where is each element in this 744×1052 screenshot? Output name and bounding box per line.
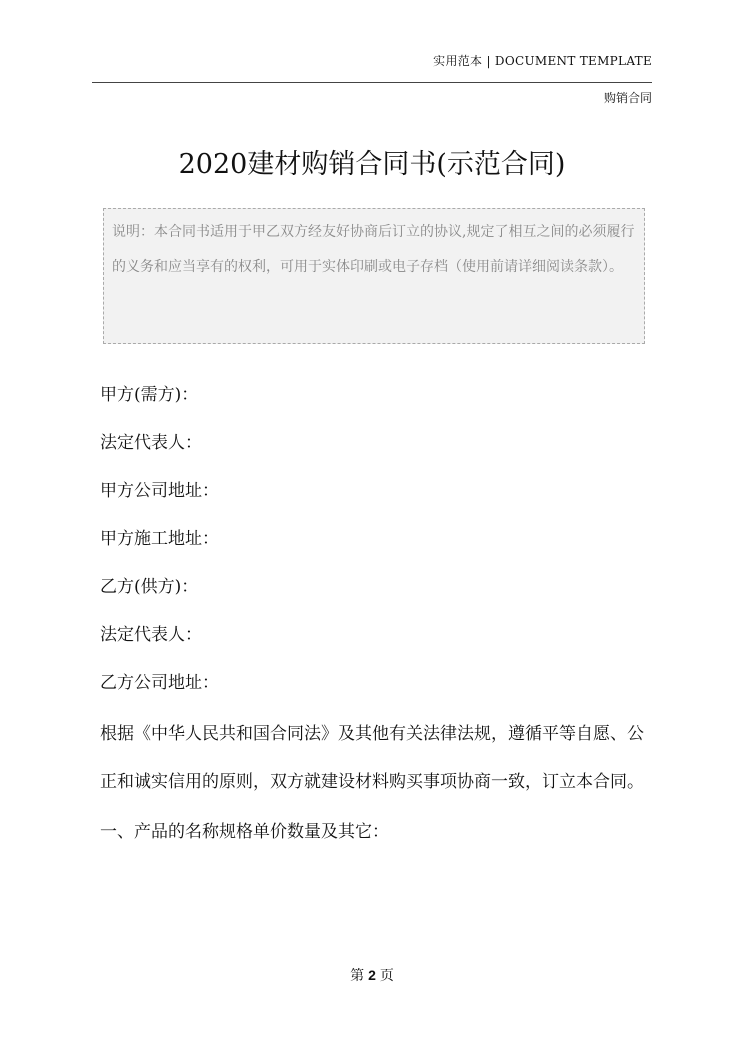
header-sub-label: 购销合同 (603, 91, 652, 105)
field-party-a-company-address: 甲方公司地址： (100, 481, 219, 501)
page-number: 2 (368, 967, 376, 983)
field-party-a-construction-address: 甲方施工地址： (100, 529, 219, 549)
header-divider (92, 82, 652, 83)
document-title: 2020建材购销合同书(示范合同) (178, 149, 566, 180)
field-party-b-representative: 法定代表人： (100, 625, 202, 645)
field-party-b-company-address: 乙方公司地址： (100, 673, 219, 693)
page-footer (0, 965, 744, 985)
notice-box: 说明：本合同书适用于甲乙双方经友好协商后订立的协议,规定了相互之间的必须履行的义务和应当享有的权利，可用于实体印刷或电子存档（使用前请详细阅读条款）。 (103, 208, 645, 344)
field-party-a-representative: 法定代表人： (100, 433, 202, 453)
contract-paragraph: 根据《中华人民共和国合同法》及其他有关法律法规，遵循平等自愿、公正和诚实信用的原则，双方就建设材料购买事项协商一致，订立本合同。 (100, 724, 644, 792)
footer-prefix: 第 (350, 968, 365, 984)
field-party-b: 乙方(供方)： (100, 577, 199, 597)
footer-suffix: 页 (379, 968, 394, 984)
contract-body (100, 374, 660, 856)
header-top-label: 实用范本 | DOCUMENT TEMPLATE (433, 54, 652, 68)
field-party-a: 甲方(需方)： (100, 385, 199, 405)
section-heading: 一、产品的名称规格单价数量及其它： (100, 822, 389, 842)
